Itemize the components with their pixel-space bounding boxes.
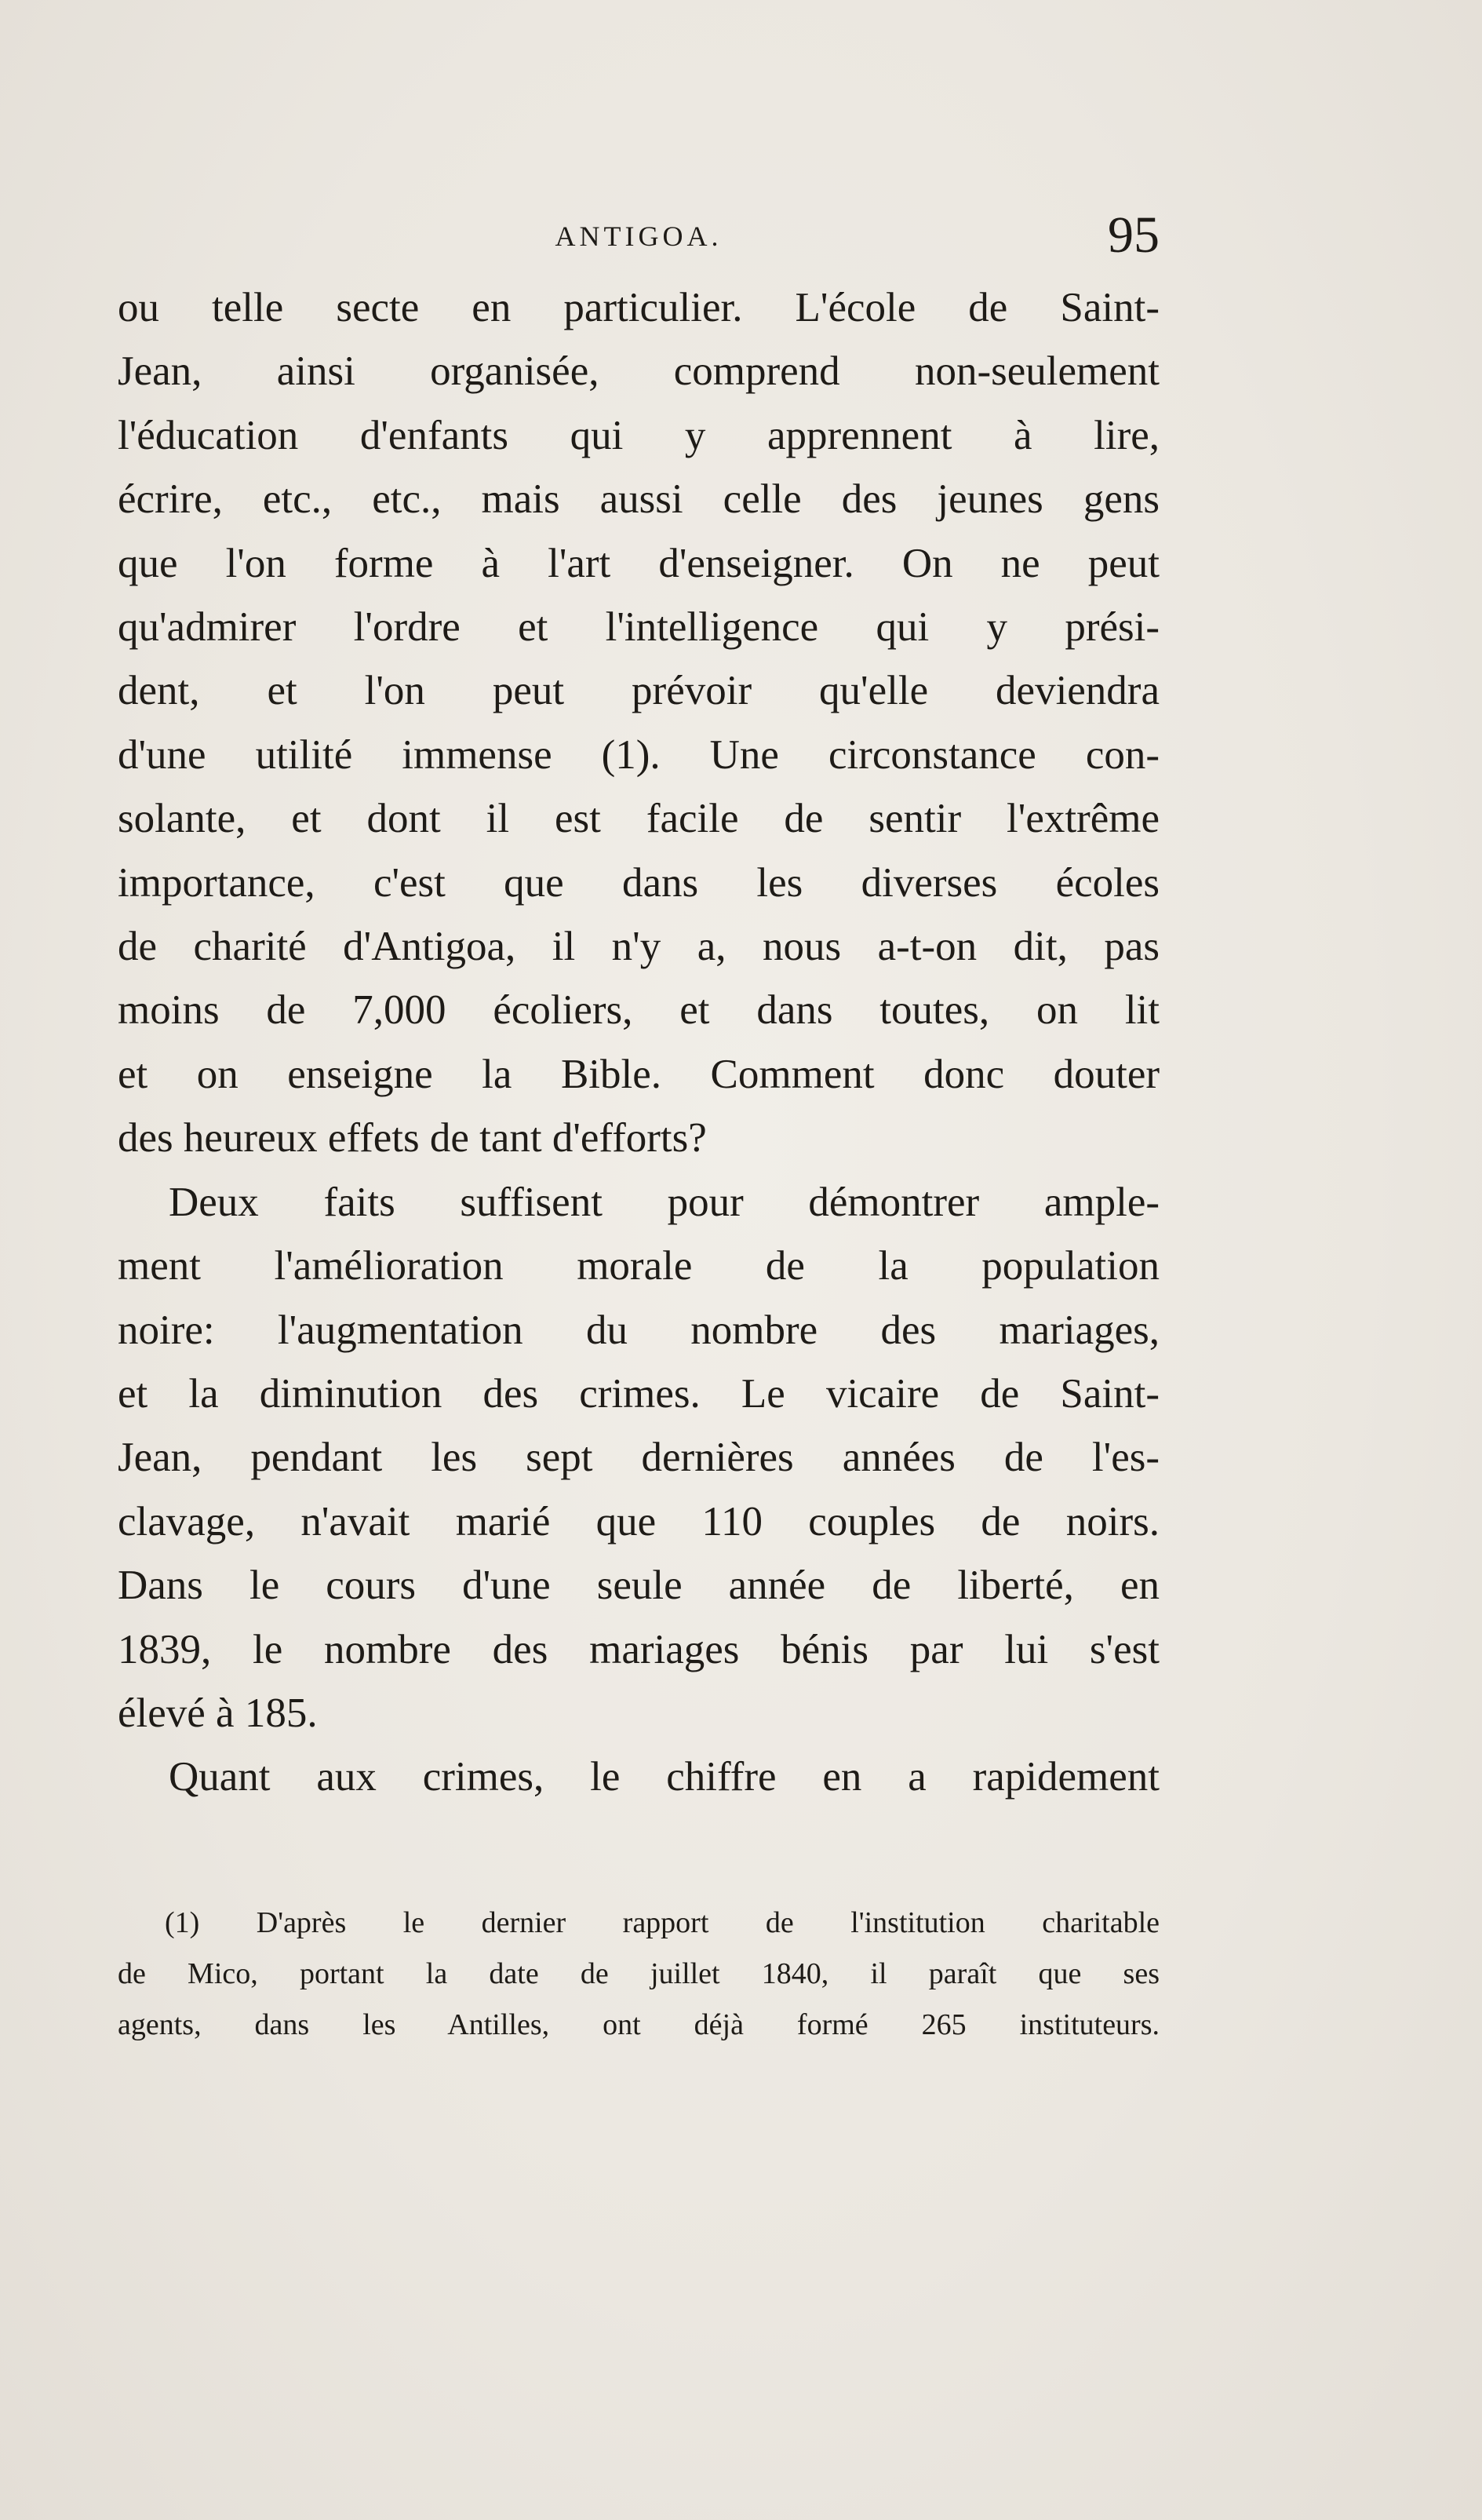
- text-line: qu'admirer l'ordre et l'intelligence qui y prési-: [118, 604, 1160, 651]
- body-text: [118, 276, 1160, 1810]
- footnote-line: de Mico, portant la date de juillet 1840, il paraît que ses: [118, 1957, 1160, 1990]
- text-line: et la diminution des crimes. Le vicaire de Saint-: [118, 1370, 1160, 1417]
- text-line: Quant aux crimes, le chiffre en a rapidement: [169, 1754, 1160, 1800]
- page-number: 95: [1108, 206, 1160, 264]
- text-line: Deux faits suffisent pour démontrer ample-: [169, 1179, 1160, 1225]
- footnote-line: agents, dans les Antilles, ont déjà formé 265 instituteurs.: [118, 2008, 1160, 2041]
- text-line: clavage, n'avait marié que 110 couples de noirs.: [118, 1498, 1160, 1544]
- text-line: d'une utilité immense (1). Une circonstance con-: [118, 731, 1160, 778]
- text-line: 1839, le nombre des mariages bénis par lui s'est: [118, 1626, 1160, 1672]
- text-line: noire: l'augmentation du nombre des mariages,: [118, 1307, 1160, 1353]
- text-line: des heureux effets de tant d'efforts?: [118, 1115, 707, 1162]
- footnote: [118, 1898, 1160, 2051]
- text-line: importance, c'est que dans les diverses écoles: [118, 859, 1160, 906]
- running-head: ANTIGOA.: [555, 221, 723, 252]
- text-line: solante, et dont il est facile de sentir l'extrême: [118, 796, 1160, 842]
- text-line: que l'on forme à l'art d'enseigner. On ne peut: [118, 540, 1160, 586]
- text-line: élevé à 185.: [118, 1690, 318, 1736]
- footnote-line: (1) D'après le dernier rapport de l'institution charitable: [165, 1906, 1160, 1939]
- text-line: Jean, ainsi organisée, comprend non-seulement: [118, 348, 1160, 395]
- text-line: et on enseigne la Bible. Comment donc douter: [118, 1051, 1160, 1097]
- text-line: Dans le cours d'une seule année de liberté, en: [118, 1563, 1160, 1609]
- text-line: ou telle secte en particulier. L'école de Saint-: [118, 285, 1160, 330]
- text-line: écrire, etc., etc., mais aussi celle des jeunes gens: [118, 476, 1160, 523]
- text-line: ment l'amélioration morale de la population: [118, 1243, 1160, 1289]
- page-header: [118, 206, 1160, 276]
- text-line: l'éducation d'enfants qui y apprennent à lire,: [118, 412, 1160, 458]
- text-line: moins de 7,000 écoliers, et dans toutes, on lit: [118, 987, 1160, 1034]
- text-line: dent, et l'on peut prévoir qu'elle deviendra: [118, 668, 1160, 714]
- text-line: de charité d'Antigoa, il n'y a, nous a-t-on dit, pas: [118, 924, 1160, 970]
- text-line: Jean, pendant les sept dernières années de l'es-: [118, 1435, 1160, 1481]
